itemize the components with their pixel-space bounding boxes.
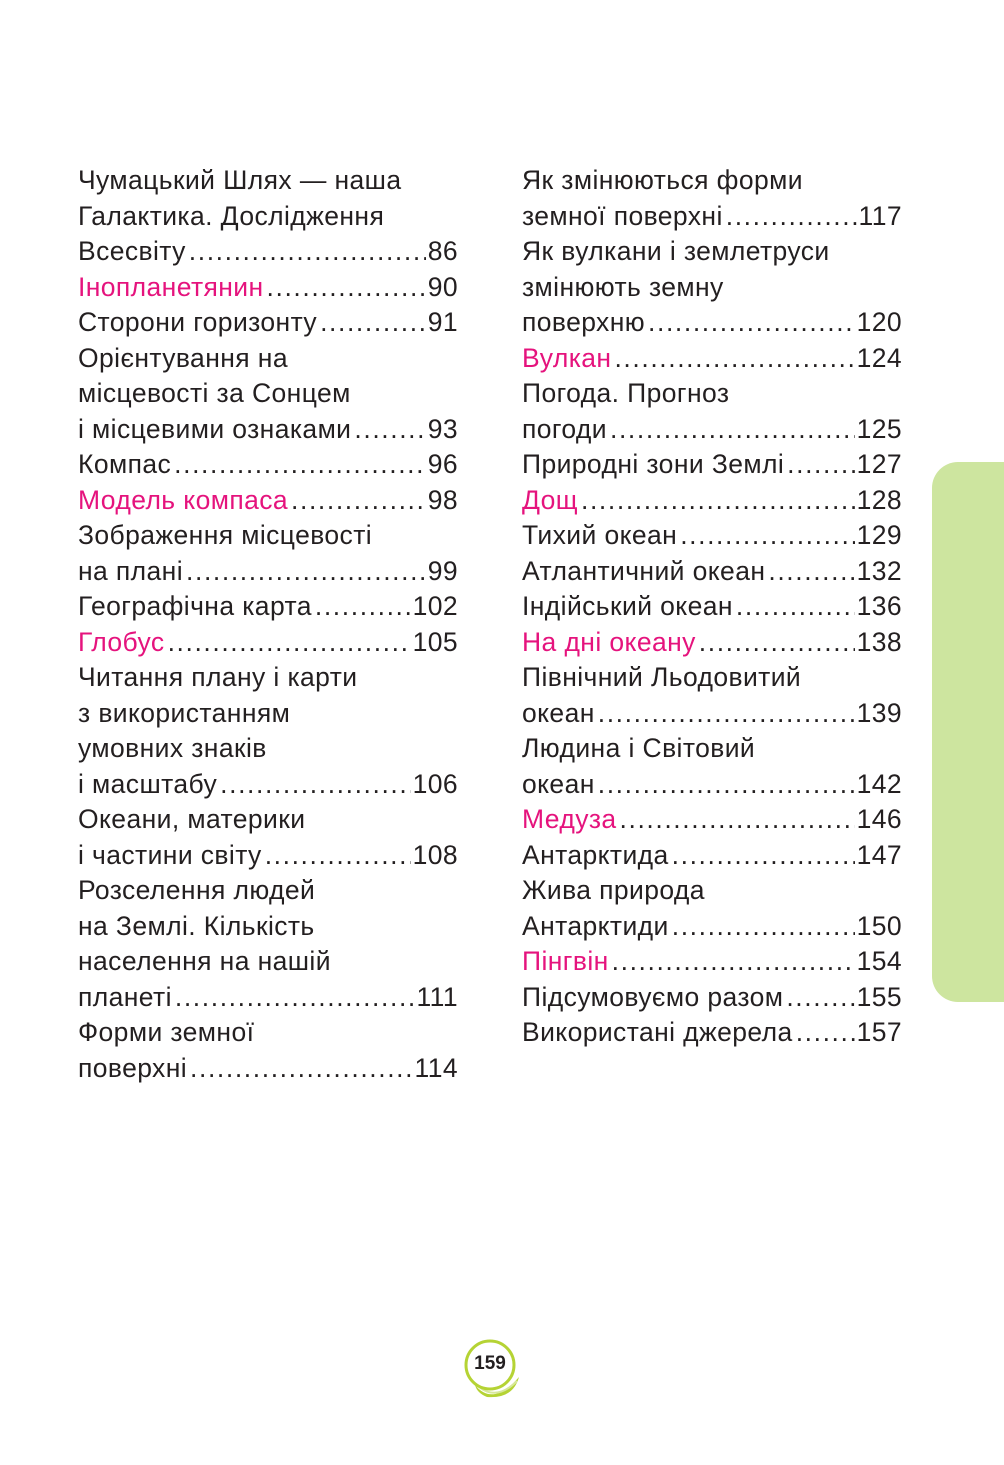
toc-entry-title: океан — [522, 768, 595, 799]
toc-page-number: 129 — [856, 520, 902, 550]
toc-entry[interactable] — [522, 518, 902, 554]
toc-entry-title: і частини світу — [78, 839, 262, 870]
toc-entry-last-line — [522, 305, 902, 341]
toc-entry[interactable] — [78, 625, 458, 661]
toc-entry-line: населення на нашій — [78, 946, 331, 976]
toc-entry-line: Як вулкани і землетруси — [522, 236, 830, 266]
toc-entry-title: Дощ — [522, 484, 578, 515]
toc-entry-title: океан — [522, 697, 595, 728]
toc-dot-leader — [672, 838, 855, 874]
toc-entry-title: На дні океану — [522, 626, 696, 657]
toc-entry[interactable] — [78, 483, 458, 519]
toc-entry-last-line — [522, 341, 902, 377]
toc-entry-title: Тихий океан — [522, 520, 678, 550]
toc-dot-leader — [614, 341, 854, 377]
toc-dot-leader — [581, 483, 855, 519]
toc-page-number: 157 — [856, 1017, 902, 1047]
toc-dot-leader — [726, 199, 857, 235]
toc-dot-leader — [189, 234, 426, 270]
toc-entry-line: змінюють земну — [522, 271, 724, 302]
toc-entry[interactable] — [78, 873, 458, 1015]
toc-entry-title: погоди — [522, 413, 607, 444]
toc-entry-last-line — [522, 767, 902, 803]
toc-page-number: 142 — [856, 768, 902, 799]
toc-entry-title: Географічна карта — [78, 591, 312, 621]
toc-entry[interactable] — [78, 270, 458, 306]
toc-entry-last-line — [78, 412, 458, 448]
toc-entry[interactable] — [78, 305, 458, 341]
toc-dot-leader — [768, 554, 854, 590]
toc-dot-leader — [648, 305, 855, 341]
toc-page-number: 146 — [856, 804, 902, 834]
toc-entry[interactable] — [78, 341, 458, 448]
toc-entry-last-line — [522, 447, 902, 483]
toc-entry-last-line — [522, 625, 902, 661]
toc-entry[interactable] — [522, 376, 902, 447]
toc-page-number: 96 — [427, 449, 458, 479]
toc-entry-last-line — [78, 270, 458, 306]
toc-entry-line: Жива природа — [522, 875, 705, 905]
toc-entry[interactable] — [522, 163, 902, 234]
toc-entry-last-line — [522, 838, 902, 874]
toc-entry-title: Використані джерела — [522, 1017, 793, 1047]
toc-page-number: 147 — [856, 839, 902, 870]
toc-entry[interactable] — [78, 660, 458, 802]
toc-entry[interactable] — [78, 1015, 458, 1086]
page-number: 159 — [474, 1353, 506, 1374]
toc-dot-leader — [786, 980, 854, 1016]
toc-dot-leader — [320, 305, 426, 341]
toc-entry-title: Глобус — [78, 626, 165, 657]
toc-entry-title: планеті — [78, 981, 172, 1012]
toc-entry-title: і масштабу — [78, 768, 218, 799]
toc-entry-title: поверхню — [522, 307, 646, 337]
toc-page-number: 154 — [856, 946, 902, 976]
toc-entry[interactable] — [522, 980, 902, 1016]
toc-page-number: 124 — [856, 342, 902, 373]
toc-entry-line: Океани, материки — [78, 804, 306, 834]
toc-entry-line: Північний Льодовитий — [522, 662, 802, 692]
toc-dot-leader — [796, 1015, 855, 1051]
toc-page-number: 98 — [427, 484, 458, 515]
toc-page-number: 90 — [427, 271, 458, 302]
toc-page-number: 136 — [856, 591, 902, 621]
toc-entry-last-line — [78, 447, 458, 483]
toc-entry-title: Атлантичний океан — [522, 555, 766, 586]
toc-entry[interactable] — [522, 838, 902, 874]
toc-dot-leader — [175, 980, 415, 1016]
toc-entry-last-line — [78, 234, 458, 270]
toc-entry-line: Як змінюються форми — [522, 165, 803, 195]
toc-dot-leader — [610, 412, 855, 448]
toc-page-number: 150 — [856, 910, 902, 941]
toc-entry-title: Компас — [78, 449, 172, 479]
toc-page-number: 128 — [856, 484, 902, 515]
toc-entry-title: Медуза — [522, 804, 617, 834]
toc-dot-leader — [680, 518, 854, 554]
toc-page-number: 111 — [416, 981, 458, 1012]
toc-page-number: 114 — [414, 1052, 458, 1083]
toc-left-column — [78, 163, 458, 1086]
toc-entry-line: Орієнтування на — [78, 342, 288, 373]
toc-page-number: 127 — [856, 449, 902, 479]
toc-entry-line: з використанням — [78, 697, 291, 728]
toc-entry-line: Чумацький Шлях — наша — [78, 165, 402, 195]
toc-entry-title: Антарктиди — [522, 910, 669, 941]
toc-entry-last-line — [78, 483, 458, 519]
toc-entry[interactable] — [78, 163, 458, 270]
toc-entry-title: Всесвіту — [78, 236, 186, 266]
toc-dot-leader — [168, 625, 411, 661]
toc-entry-title: і місцевими ознаками — [78, 413, 352, 444]
toc-entry-last-line — [522, 589, 902, 625]
toc-entry-line: Читання плану і карти — [78, 662, 358, 692]
toc-page-number: 86 — [427, 236, 458, 266]
toc-entry-title: Модель компаса — [78, 484, 289, 515]
toc-dot-leader — [186, 554, 426, 590]
toc-entry-line: Людина і Світовий — [522, 733, 756, 763]
toc-entry-line: Погода. Прогноз — [522, 378, 730, 408]
toc-entry[interactable] — [78, 447, 458, 483]
toc-right-column — [522, 163, 902, 1051]
toc-entry[interactable] — [78, 802, 458, 873]
toc-dot-leader — [612, 944, 855, 980]
toc-dot-leader — [787, 447, 854, 483]
toc-entry-line: на Землі. Кількість — [78, 910, 315, 941]
toc-dot-leader — [699, 625, 855, 661]
toc-entry[interactable] — [78, 589, 458, 625]
toc-entry-line: умовних знаків — [78, 733, 267, 763]
toc-page-number: 108 — [412, 839, 458, 870]
toc-entry[interactable] — [522, 944, 902, 980]
toc-entry-last-line — [78, 1051, 458, 1087]
toc-entry-last-line — [522, 802, 902, 838]
toc-entry[interactable] — [522, 234, 902, 341]
toc-dot-leader — [265, 838, 411, 874]
toc-dot-leader — [190, 1051, 413, 1087]
toc-entry-title: Підсумовуємо разом — [522, 981, 784, 1012]
toc-entry-last-line — [522, 944, 902, 980]
toc-entry-last-line — [522, 696, 902, 732]
toc-entry-line: Зображення місцевості — [78, 520, 373, 550]
toc-entry-last-line — [78, 554, 458, 590]
toc-entry-title: Пінгвін — [522, 946, 609, 976]
toc-entry-last-line — [522, 980, 902, 1016]
toc-entry[interactable] — [78, 518, 458, 589]
toc-dot-leader — [220, 767, 410, 803]
toc-page-number: 132 — [856, 555, 902, 586]
toc-page-number: 117 — [858, 200, 902, 231]
toc-page-number: 102 — [412, 591, 458, 621]
toc-entry[interactable] — [522, 589, 902, 625]
toc-entry-title: Індійський океан — [522, 591, 733, 621]
toc-dot-leader — [267, 270, 426, 306]
toc-dot-leader — [315, 589, 411, 625]
toc-entry-title: Вулкан — [522, 342, 612, 373]
toc-entry-last-line — [78, 838, 458, 874]
toc-entry-line: місцевості за Сонцем — [78, 378, 351, 408]
toc-entry-title: Антарктида — [522, 839, 669, 870]
toc-entry-last-line — [522, 483, 902, 519]
toc-entry-title: на плані — [78, 555, 184, 586]
toc-entry[interactable] — [522, 731, 902, 802]
toc-entry-title: земної поверхні — [522, 200, 723, 231]
toc-dot-leader — [174, 447, 426, 483]
toc-entry-line: Розселення людей — [78, 875, 316, 905]
toc-entry-title: Інопланетянин — [78, 271, 264, 302]
toc-dot-leader — [620, 802, 855, 838]
toc-page-number: 120 — [856, 307, 902, 337]
toc-page-number: 105 — [412, 626, 458, 657]
toc-dot-leader — [291, 483, 426, 519]
page-number-badge — [463, 1337, 523, 1397]
toc-page-number: 139 — [856, 697, 902, 728]
toc-entry-last-line — [522, 554, 902, 590]
toc-page-number: 93 — [427, 413, 458, 444]
toc-page-number: 125 — [856, 413, 902, 444]
toc-entry-title: Природні зони Землі — [522, 449, 785, 479]
toc-entry[interactable] — [522, 660, 902, 731]
toc-entry-last-line — [78, 980, 458, 1016]
toc-entry-last-line — [78, 767, 458, 803]
toc-entry[interactable] — [522, 1015, 902, 1051]
toc-page-number: 99 — [427, 555, 458, 586]
toc-entry[interactable] — [522, 554, 902, 590]
toc-dot-leader — [736, 589, 855, 625]
toc-page-number: 106 — [412, 768, 458, 799]
toc-entry-last-line — [78, 625, 458, 661]
toc-entry-last-line — [522, 518, 902, 554]
toc-entry[interactable] — [522, 625, 902, 661]
toc-dot-leader — [354, 412, 425, 448]
toc-entry[interactable] — [522, 802, 902, 838]
toc-page-number: 138 — [856, 626, 902, 657]
toc-dot-leader — [672, 909, 855, 945]
toc-page-number: 91 — [427, 307, 458, 337]
toc-dot-leader — [598, 767, 855, 803]
toc-entry[interactable] — [522, 873, 902, 944]
toc-entry-title: поверхні — [78, 1052, 188, 1083]
toc-entry[interactable] — [522, 483, 902, 519]
toc-entry-last-line — [522, 412, 902, 448]
toc-entry-line: Форми земної — [78, 1017, 255, 1047]
toc-dot-leader — [598, 696, 855, 732]
toc-entry-last-line — [78, 305, 458, 341]
toc-entry-title: Сторони горизонту — [78, 307, 318, 337]
toc-entry-last-line — [78, 589, 458, 625]
toc-page-number: 155 — [856, 981, 902, 1012]
side-tab-marker — [932, 462, 1004, 1002]
toc-entry-last-line — [522, 909, 902, 945]
toc-entry-last-line — [522, 199, 902, 235]
toc-entry-line: Галактика. Дослідження — [78, 200, 385, 231]
toc-entry[interactable] — [522, 341, 902, 377]
toc-entry[interactable] — [522, 447, 902, 483]
toc-entry-last-line — [522, 1015, 902, 1051]
